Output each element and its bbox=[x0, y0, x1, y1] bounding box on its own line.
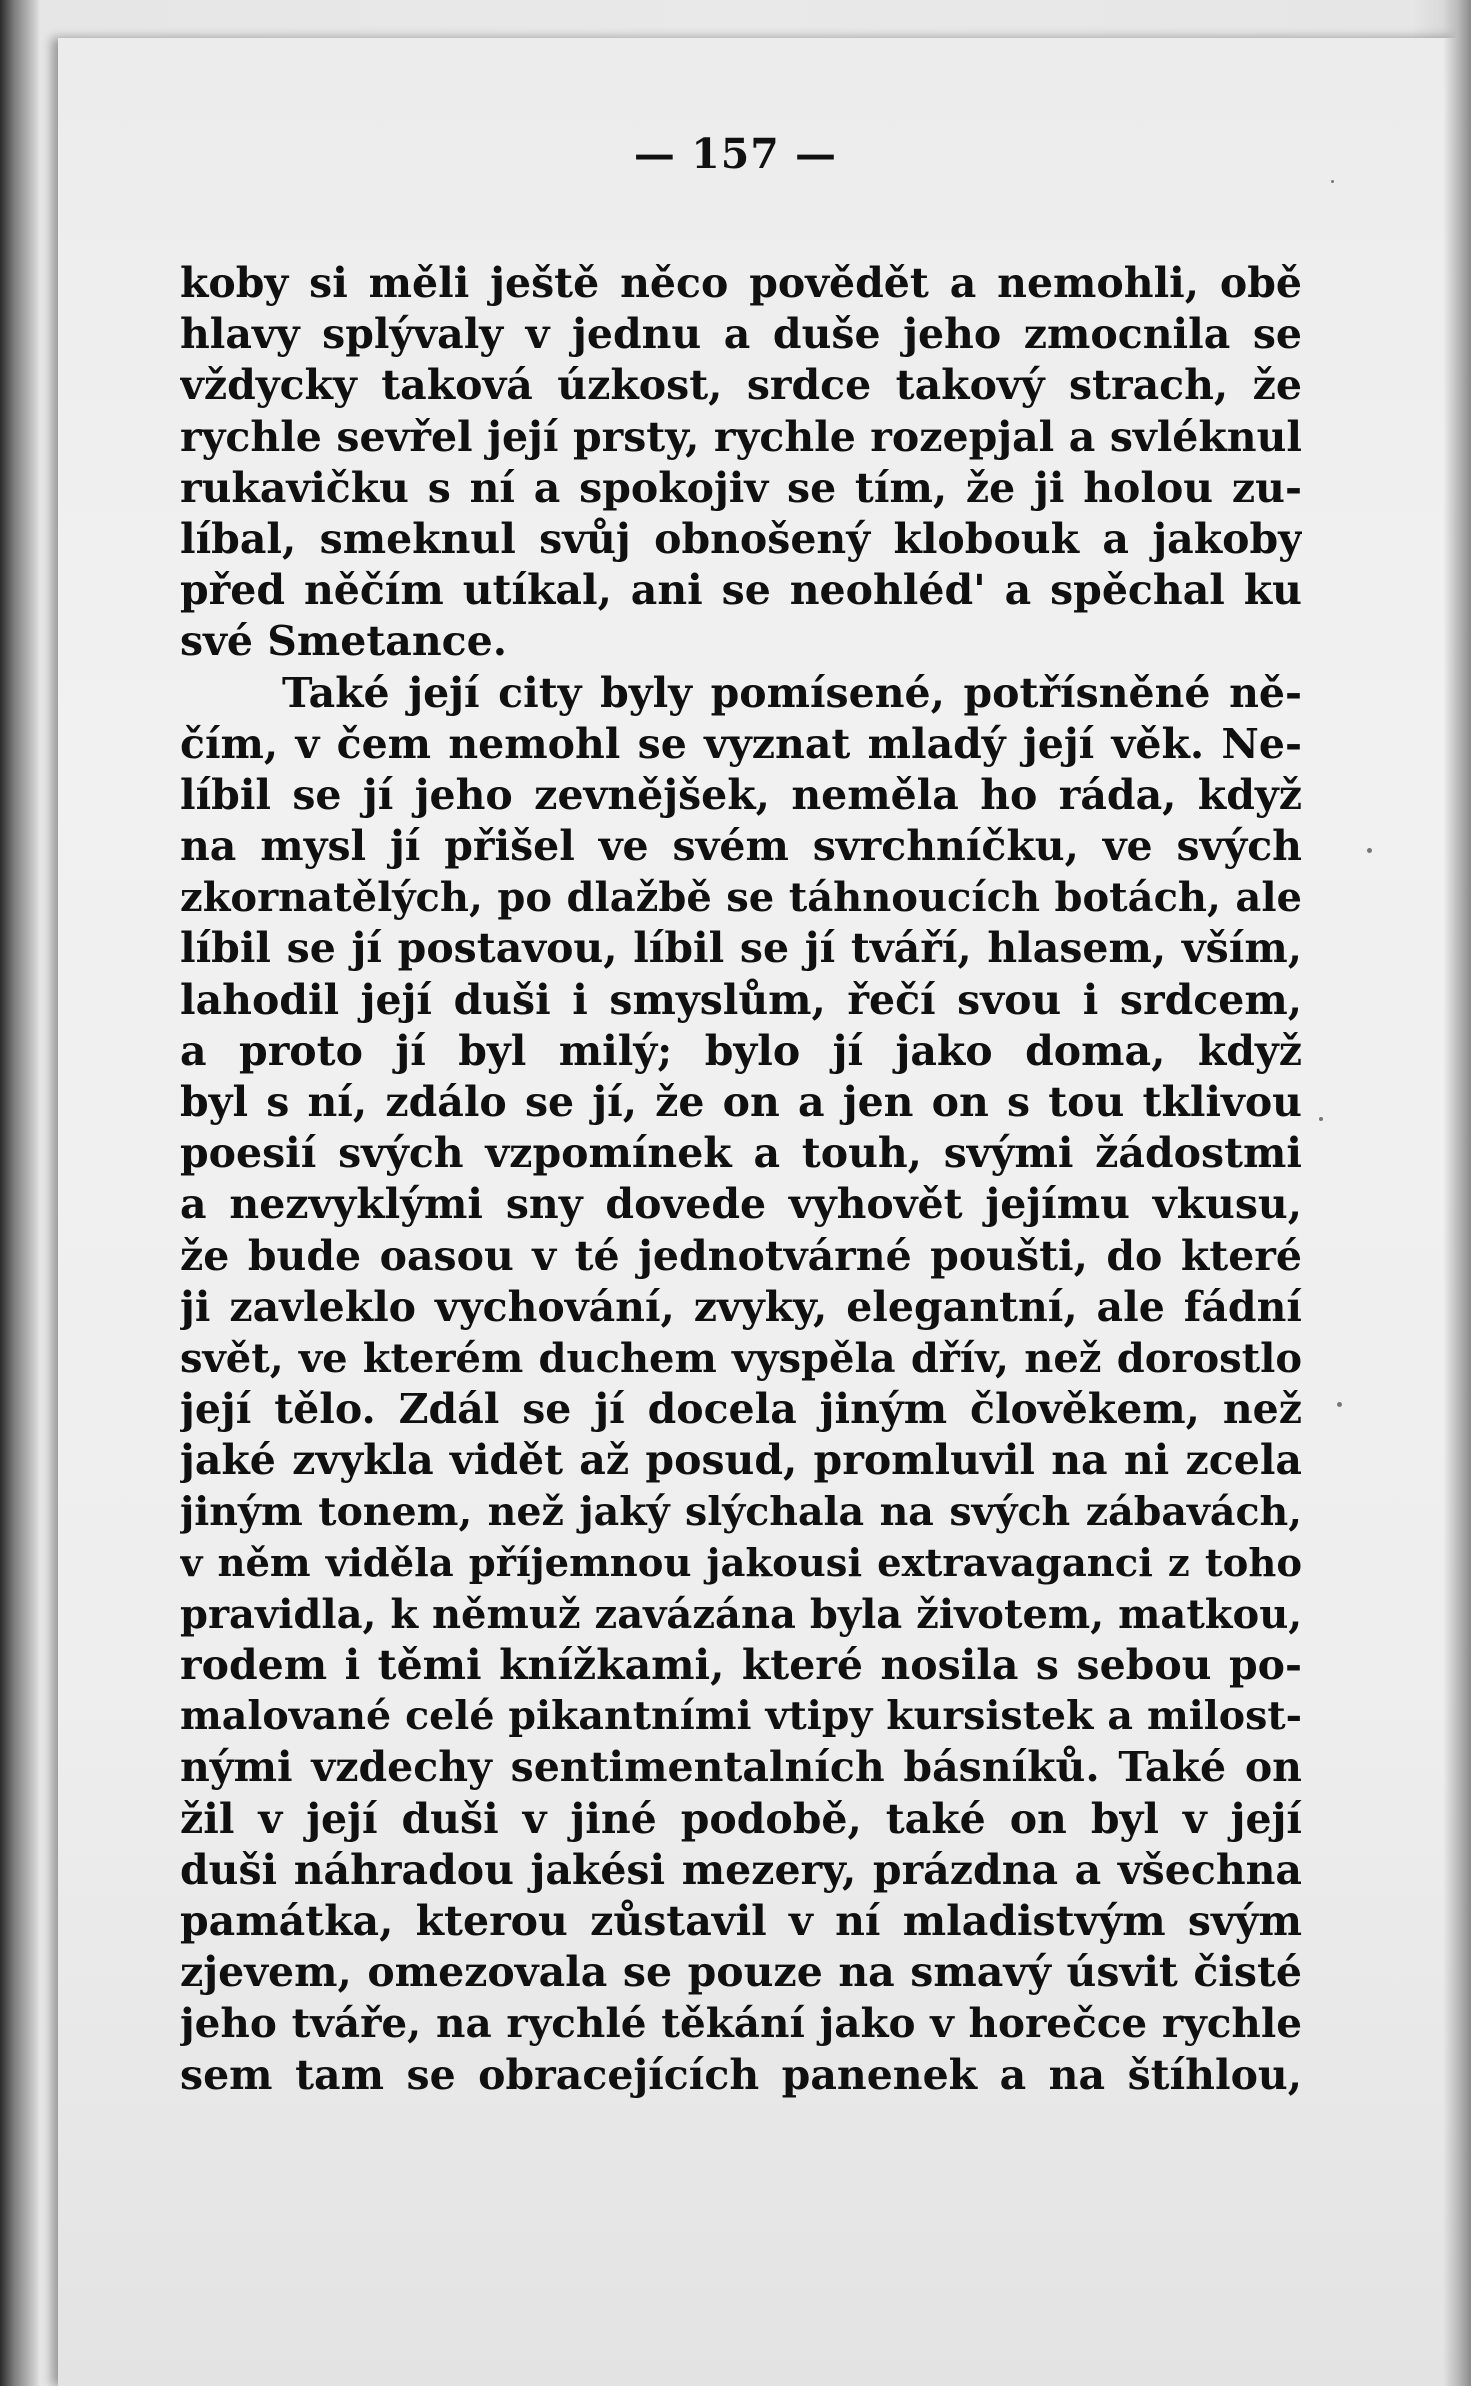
text-line: malované celé pikantními vtipy kursistek a milost- bbox=[180, 1693, 1302, 1740]
text-line: koby si měli ještě něco povědět a nemohli, obě bbox=[180, 259, 1302, 307]
text-line: líbil se jí jeho zevnějšek, neměla ho ráda, když bbox=[180, 770, 1302, 819]
text-line: líbal, smeknul svůj obnošený klobouk a jakoby bbox=[180, 514, 1302, 563]
paragraph-first-line: Také její city byly pomísené, potřísněné ně- bbox=[282, 668, 1302, 717]
text-line: zjevem, omezovala se pouze na smavý úsvit čisté bbox=[180, 1948, 1302, 1997]
text-line: vždycky taková úzkost, srdce takový strach, že bbox=[180, 361, 1302, 410]
text-line: v něm viděla příjemnou jakousi extravaganci z toho bbox=[180, 1540, 1302, 1586]
text-line: rychle sevřel její prsty, rychle rozepjal a svléknul bbox=[180, 412, 1302, 461]
text-line: její tělo. Zdál se jí docela jiným člověkem, než bbox=[180, 1385, 1302, 1434]
text-line: pravidla, k němuž zavázána byla životem, matkou, bbox=[180, 1590, 1302, 1638]
text-line: jeho tváře, na rychlé těkání jako v horečce rychle bbox=[180, 1999, 1302, 2048]
scan-speck bbox=[1367, 848, 1372, 853]
text-line: lahodil její duši i smyslům, řečí svou i srdcem, bbox=[180, 975, 1302, 1024]
text-line: ji zavleklo vychování, zvyky, elegantní, ale fádní bbox=[180, 1282, 1302, 1331]
text-line: duši náhradou jakési mezery, prázdna a všechna bbox=[180, 1845, 1302, 1894]
text-line: hlavy splývaly v jednu a duše jeho zmocnila se bbox=[180, 310, 1302, 359]
scan-speck bbox=[1319, 1117, 1323, 1121]
scan-speck bbox=[1337, 1402, 1342, 1407]
text-line: čím, v čem nemohl se vyznat mladý její věk. Ne- bbox=[180, 719, 1302, 768]
text-line: své Smetance. bbox=[180, 617, 507, 666]
text-line: sem tam se obracejících panenek a na štíhlou, bbox=[180, 2050, 1302, 2099]
text-line: poesií svých vzpomínek a touh, svými žádostmi bbox=[180, 1129, 1302, 1178]
text-line: před něčím utíkal, ani se neohléd' a spěchal ku bbox=[180, 566, 1302, 615]
text-line: byl s ní, zdálo se jí, že on a jen on s tou tklivou bbox=[180, 1078, 1302, 1126]
previous-page-edge bbox=[0, 0, 40, 2386]
page-right-edge bbox=[1443, 0, 1471, 2386]
text-line: jaké zvykla vidět až posud, promluvil na ni zcela bbox=[180, 1436, 1302, 1485]
body-text bbox=[180, 258, 1302, 2101]
text-line: žil v její duši v jiné podobě, také on byl v její bbox=[180, 1794, 1302, 1843]
text-line: na mysl jí přišel ve svém svrchníčku, ve svých bbox=[180, 822, 1302, 871]
scan-speck bbox=[1331, 180, 1334, 183]
text-line: rodem i těmi knížkami, které nosila s sebou po- bbox=[180, 1641, 1302, 1690]
text-line: líbil se jí postavou, líbil se jí tváří, hlasem, vším, bbox=[180, 924, 1302, 973]
text-line: nými vzdechy sentimentalních básníků. Také on bbox=[180, 1743, 1302, 1792]
text-line: památka, kterou zůstavil v ní mladistvým svým bbox=[180, 1897, 1302, 1945]
text-line: rukavičku s ní a spokojiv se tím, že ji holou zu- bbox=[180, 463, 1302, 512]
text-line: a nezvyklými sny dovede vyhovět jejímu vkusu, bbox=[180, 1180, 1302, 1229]
text-line: zkornatělých, po dlažbě se táhnoucích botách, ale bbox=[180, 874, 1302, 922]
text-line: že bude oasou v té jednotvárné poušti, do které bbox=[180, 1231, 1302, 1280]
text-line: a proto jí byl milý; bylo jí jako doma, když bbox=[180, 1026, 1302, 1075]
page-number: — 157 — bbox=[633, 130, 838, 178]
text-line: svět, ve kterém duchem vyspěla dřív, než dorostlo bbox=[180, 1334, 1302, 1382]
text-line: jiným tonem, než jaký slýchala na svých zábavách, bbox=[180, 1488, 1302, 1535]
